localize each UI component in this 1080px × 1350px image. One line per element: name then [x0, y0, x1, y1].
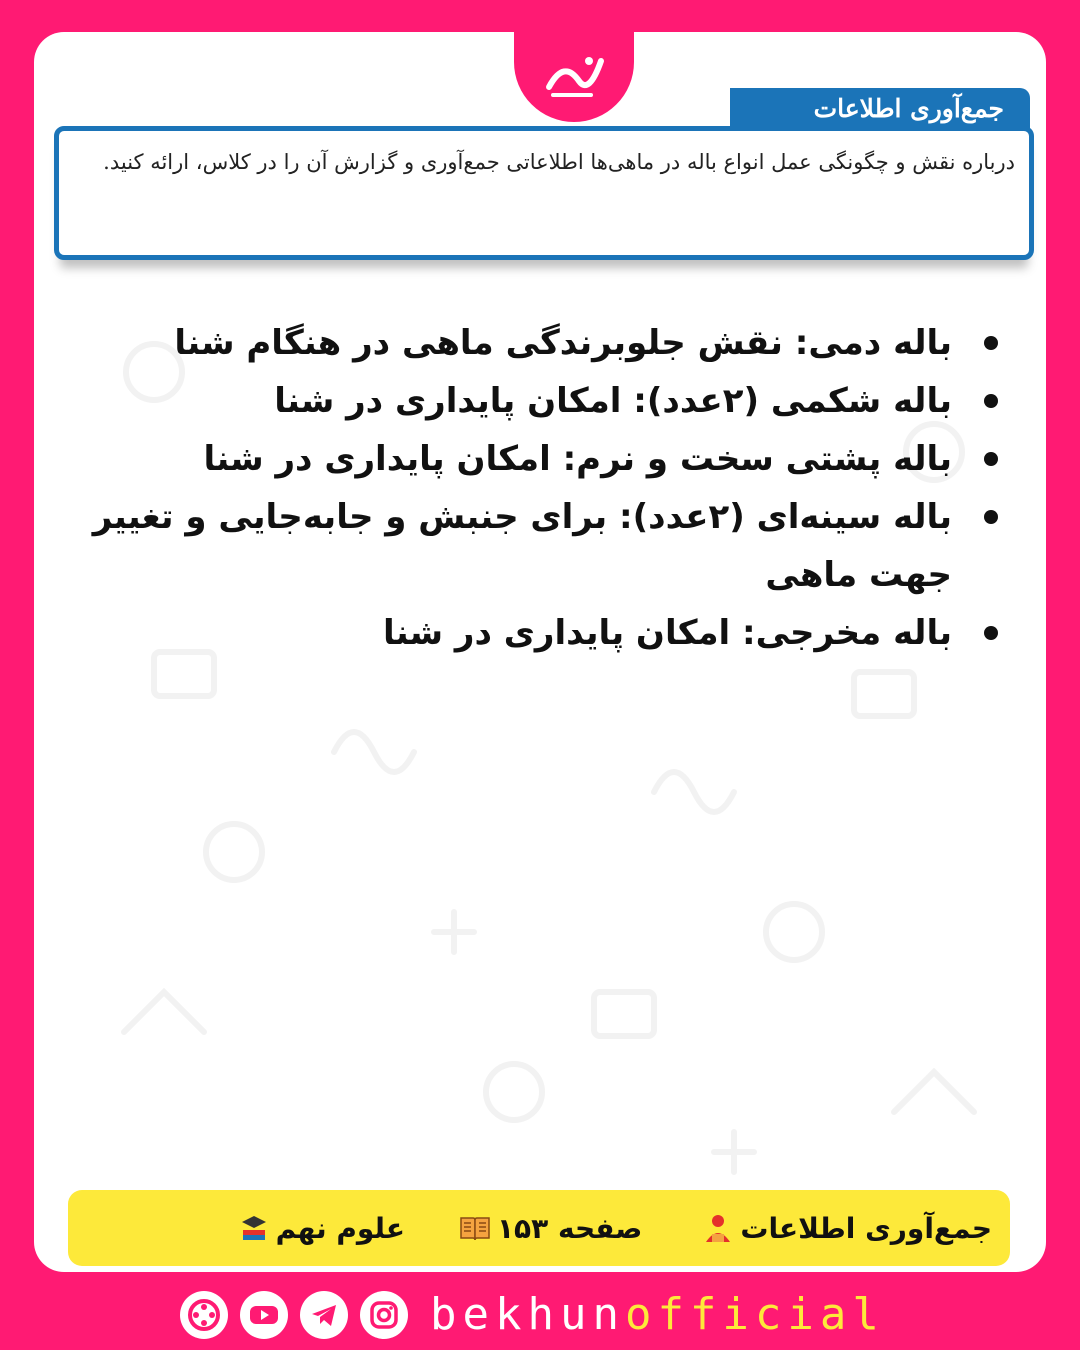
bullet-icon — [984, 394, 998, 408]
list-item — [68, 372, 998, 430]
list-item-text: باله سینه‌ای (۲عدد): برای جنبش و جابه‌جایی و تغییر جهت ماهی — [92, 497, 952, 595]
answer-list — [68, 314, 998, 662]
footer-subject-label: علوم نهم — [275, 1211, 405, 1245]
graduation-books-icon — [238, 1212, 270, 1244]
list-item-text: باله پشتی سخت و نرم: امکان پایداری در شنا — [203, 439, 952, 479]
list-item-text: باله دمی: نقش جلوبرندگی ماهی در هنگام شنا — [174, 323, 952, 363]
social-bar — [180, 1288, 900, 1342]
footer-topic — [702, 1212, 992, 1245]
bullet-icon — [984, 336, 998, 350]
footer-page — [459, 1212, 642, 1245]
info-box-frame — [54, 126, 1034, 260]
list-item-text: باله شکمی (۲عدد): امکان پایداری در شنا — [274, 381, 952, 421]
list-item — [68, 430, 998, 488]
brand-part1: bekhun — [430, 1289, 625, 1340]
footer-page-label: صفحه ۱۵۳ — [496, 1211, 643, 1245]
info-box-text: درباره نقش و چگونگی عمل انواع باله در ماهی‌ها اطلاعاتی جمع‌آوری و گزارش آن را در کلاس، ارائه کنید. — [103, 150, 1015, 174]
youtube-icon[interactable] — [240, 1291, 288, 1339]
bullet-icon — [984, 452, 998, 466]
list-item — [68, 314, 998, 372]
info-box-title: جمع‌آوری اطلاعات — [813, 94, 1004, 123]
brand-part2: official — [624, 1289, 885, 1340]
footer-subject — [238, 1212, 405, 1245]
list-item — [68, 604, 998, 662]
open-book-icon — [459, 1212, 491, 1244]
teacher-icon — [702, 1212, 734, 1244]
bullet-icon — [984, 510, 998, 524]
brand-name — [430, 1288, 885, 1342]
footer-info-bar — [68, 1190, 1010, 1266]
info-box — [52, 60, 1030, 268]
list-item-text: باله مخرجی: امکان پایداری در شنا — [382, 613, 952, 653]
list-item — [68, 488, 998, 604]
footer-topic-label: جمع‌آوری اطلاعات — [740, 1211, 992, 1245]
instagram-icon[interactable] — [360, 1291, 408, 1339]
film-reel-icon[interactable] — [180, 1291, 228, 1339]
content-card — [34, 32, 1046, 1272]
bullet-icon — [984, 626, 998, 640]
telegram-icon[interactable] — [300, 1291, 348, 1339]
